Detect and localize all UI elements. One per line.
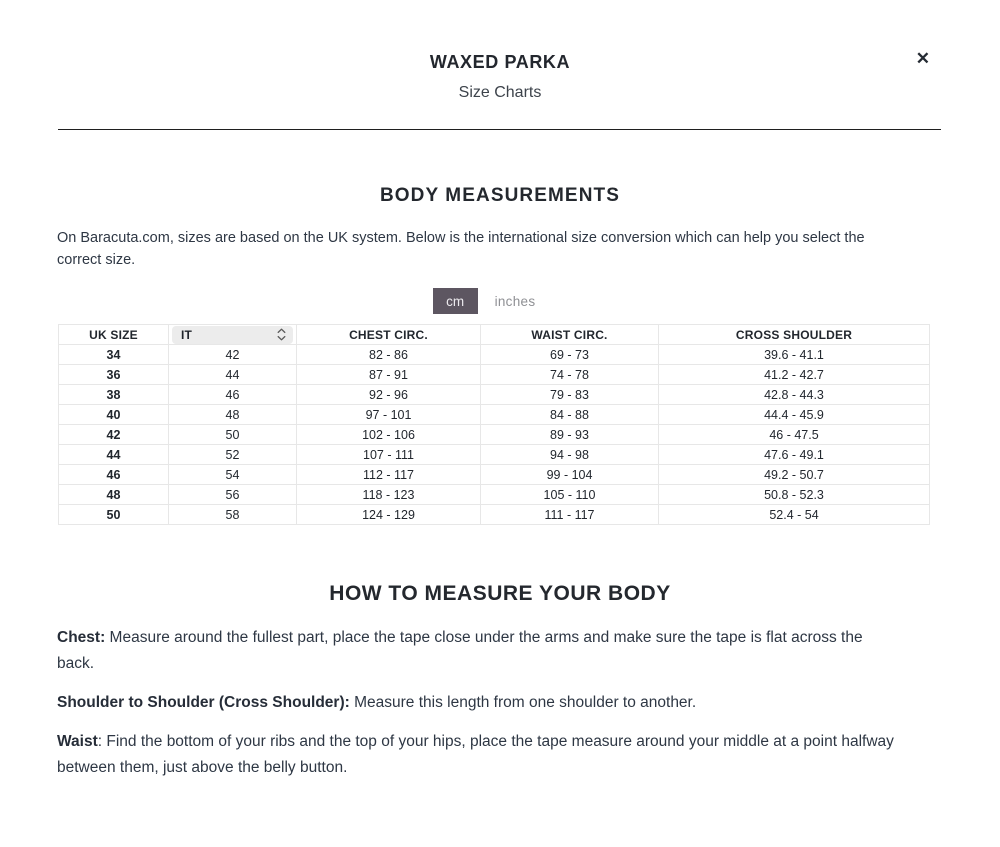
table-cell: 44 — [169, 365, 297, 385]
table-cell: 69 - 73 — [481, 345, 659, 365]
size-system-select-value: IT — [181, 327, 193, 342]
table-cell: 58 — [169, 505, 297, 525]
table-cell: 38 — [59, 385, 169, 405]
table-cell: 36 — [59, 365, 169, 385]
table-cell: 89 - 93 — [481, 425, 659, 445]
modal-header — [0, 0, 1000, 102]
table-cell: 107 - 111 — [297, 445, 481, 465]
shoulder-text: Measure this length from one shoulder to another. — [349, 694, 697, 711]
table-cell: 74 - 78 — [481, 365, 659, 385]
table-cell: 52 — [169, 445, 297, 465]
column-header-uk-size: UK SIZE — [59, 325, 169, 345]
table-cell: 112 - 117 — [297, 465, 481, 485]
table-cell: 97 - 101 — [297, 405, 481, 425]
how-to-heading: HOW TO MEASURE YOUR BODY — [329, 582, 671, 605]
table-cell: 79 - 83 — [481, 385, 659, 405]
table-cell: 42 — [59, 425, 169, 445]
table-row — [59, 345, 930, 365]
chest-label: Chest: — [57, 629, 106, 646]
shoulder-label: Shoulder to Shoulder (Cross Shoulder): — [57, 694, 350, 711]
size-system-select[interactable] — [172, 326, 293, 344]
body-measurements-heading: BODY MEASUREMENTS — [379, 185, 621, 206]
table-cell: 99 - 104 — [481, 465, 659, 485]
table-cell: 42.8 - 44.3 — [659, 385, 930, 405]
table-cell: 47.6 - 49.1 — [659, 445, 930, 465]
close-icon: ✕ — [915, 49, 930, 68]
table-cell: 40 — [59, 405, 169, 425]
header-divider — [58, 129, 941, 130]
table-row — [59, 365, 930, 385]
table-cell: 44 — [59, 445, 169, 465]
waist-instruction — [57, 729, 899, 781]
unit-cm-button[interactable]: cm — [433, 288, 478, 314]
table-cell: 44.4 - 45.9 — [659, 405, 930, 425]
table-cell: 84 - 88 — [481, 405, 659, 425]
table-cell: 50.8 - 52.3 — [659, 485, 930, 505]
table-cell: 50 — [169, 425, 297, 445]
table-cell: 52.4 - 54 — [659, 505, 930, 525]
column-header-size-system — [169, 325, 297, 345]
waist-label: Waist — [57, 733, 98, 750]
how-to-section — [0, 582, 1000, 781]
table-header-row — [59, 325, 930, 345]
table-cell: 118 - 123 — [297, 485, 481, 505]
page-title: WAXED PARKA — [429, 52, 571, 72]
table-cell: 46 - 47.5 — [659, 425, 930, 445]
table-cell: 124 - 129 — [297, 505, 481, 525]
unit-inches-button[interactable]: inches — [489, 293, 542, 310]
table-row — [59, 445, 930, 465]
table-cell: 102 - 106 — [297, 425, 481, 445]
table-cell: 105 - 110 — [481, 485, 659, 505]
table-cell: 87 - 91 — [297, 365, 481, 385]
table-row — [59, 385, 930, 405]
table-cell: 34 — [59, 345, 169, 365]
size-table — [58, 324, 930, 525]
table-cell: 92 - 96 — [297, 385, 481, 405]
table-cell: 82 - 86 — [297, 345, 481, 365]
table-cell: 48 — [59, 485, 169, 505]
chest-text: Measure around the fullest part, place the tape close under the arms and make sure the tape is flat across the back. — [57, 629, 863, 672]
table-cell: 111 - 117 — [481, 505, 659, 525]
table-cell: 46 — [59, 465, 169, 485]
table-cell: 56 — [169, 485, 297, 505]
chest-instruction — [57, 625, 899, 677]
updown-chevron-icon — [277, 328, 286, 341]
table-cell: 39.6 - 41.1 — [659, 345, 930, 365]
table-cell: 54 — [169, 465, 297, 485]
table-row — [59, 425, 930, 445]
table-row — [59, 485, 930, 505]
table-cell: 48 — [169, 405, 297, 425]
table-cell: 49.2 - 50.7 — [659, 465, 930, 485]
table-cell: 46 — [169, 385, 297, 405]
table-cell: 50 — [59, 505, 169, 525]
column-header-waist: WAIST CIRC. — [481, 325, 659, 345]
close-button[interactable] — [914, 48, 932, 69]
intro-text: On Baracuta.com, sizes are based on the UK system. Below is the international size conversion which can help you select the correct size. — [57, 230, 865, 268]
size-table-body — [59, 345, 930, 525]
page-subtitle: Size Charts — [458, 84, 542, 101]
column-header-cross-shoulder: CROSS SHOULDER — [659, 325, 930, 345]
body-measurements-section — [0, 185, 1000, 525]
table-row — [59, 465, 930, 485]
unit-toggle — [0, 288, 987, 314]
table-row — [59, 405, 930, 425]
table-cell: 41.2 - 42.7 — [659, 365, 930, 385]
table-row — [59, 505, 930, 525]
table-cell: 94 - 98 — [481, 445, 659, 465]
column-header-chest: CHEST CIRC. — [297, 325, 481, 345]
waist-text: : Find the bottom of your ribs and the top of your hips, place the tape measure around your middle at a point halfway between them, just above the belly button. — [57, 733, 894, 776]
table-cell: 42 — [169, 345, 297, 365]
shoulder-instruction — [57, 690, 899, 716]
